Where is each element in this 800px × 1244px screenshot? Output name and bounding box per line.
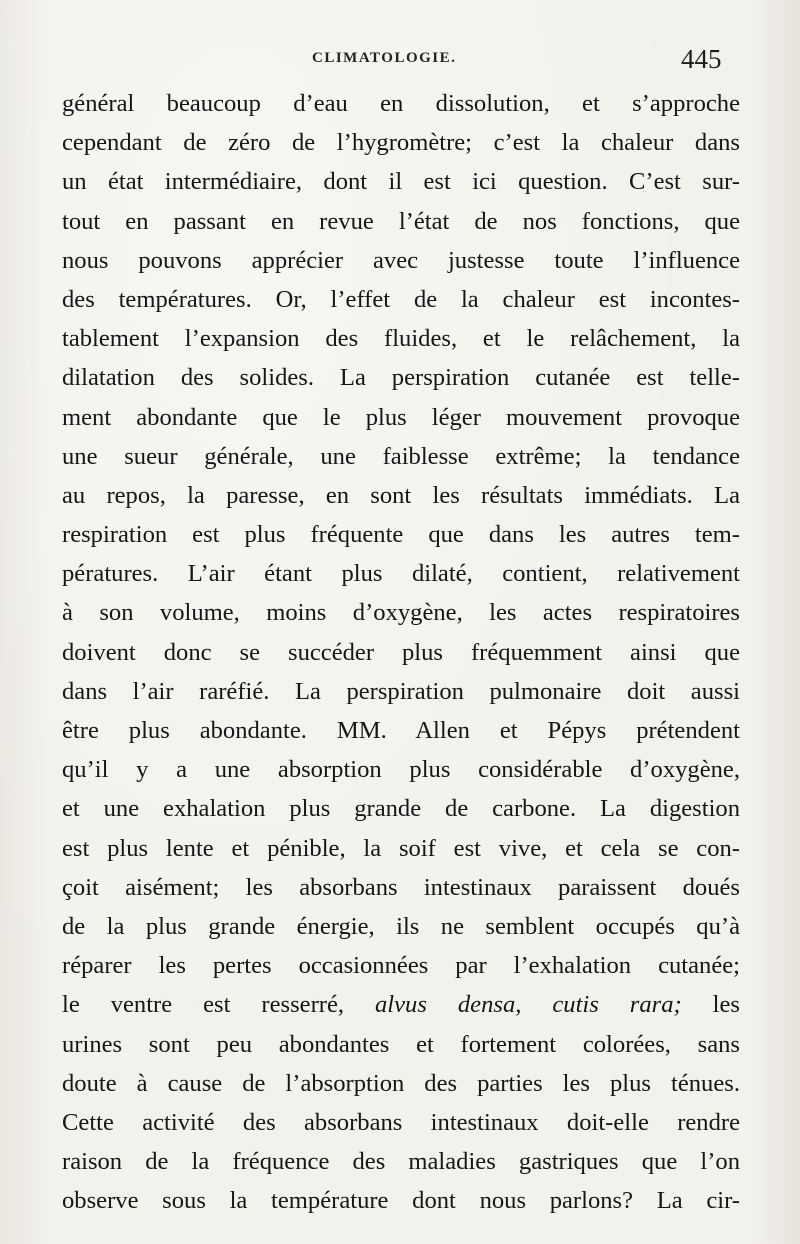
- line-tail: les: [681, 991, 740, 1019]
- text-line: urines sont peu abondantes et fortement colorées, sans: [62, 1030, 740, 1058]
- line-head: le ventre est resserré,: [62, 991, 375, 1019]
- running-title: CLIMATOLOGIE.: [312, 50, 457, 66]
- text-line: une sueur générale, une faiblesse extrême; la tendance: [62, 442, 740, 470]
- text-line: des températures. Or, l’effet de la chaleur est incontes-: [62, 285, 740, 313]
- text-line: raison de la fréquence des maladies gastriques que l’on: [62, 1148, 740, 1176]
- text-line: à son volume, moins d’oxygène, les actes respiratoires: [62, 599, 740, 627]
- body-text: [62, 84, 740, 1220]
- text-line: ment abondante que le plus léger mouvement provoque: [62, 403, 740, 431]
- text-line: respiration est plus fréquente que dans les autres tem-: [62, 521, 740, 549]
- text-line: général beaucoup d’eau en dissolution, et s’approche: [62, 90, 740, 117]
- text-line: au repos, la paresse, en sont les résultats immédiats. La: [62, 481, 740, 509]
- text-line: observe sous la température dont nous parlons? La cir-: [62, 1187, 740, 1215]
- text-line: dilatation des solides. La perspiration cutanée est telle-: [62, 364, 740, 392]
- text-line: et une exhalation plus grande de carbone. La digestion: [62, 795, 740, 823]
- text-line: de la plus grande énergie, ils ne semblent occupés qu’à: [62, 912, 740, 940]
- text-line: Cette activité des absorbans intestinaux doit-elle rendre: [62, 1108, 740, 1136]
- text-line: doivent donc se succéder plus fréquemment ainsi que: [62, 638, 740, 666]
- running-head: [0, 46, 800, 76]
- text-line: doute à cause de l’absorption des parties les plus ténues.: [62, 1069, 740, 1097]
- text-line: qu’il y a une absorption plus considérable d’oxygène,: [62, 756, 740, 784]
- text-line: un état intermédiaire, dont il est ici question. C’est sur-: [62, 168, 740, 196]
- text-line-with-italic: [62, 985, 740, 1024]
- text-line: tablement l’expansion des fluides, et le relâchement, la: [62, 325, 740, 353]
- text-line: cependant de zéro de l’hygromètre; c’est la chaleur dans: [62, 129, 740, 157]
- latin-phrase: alvus densa, cutis rara;: [375, 991, 682, 1019]
- text-line: réparer les pertes occasionnées par l’exhalation cutanée;: [62, 952, 740, 980]
- text-line: être plus abondante. MM. Allen et Pépys prétendent: [62, 717, 740, 744]
- text-line: nous pouvons apprécier avec justesse toute l’influence: [62, 246, 740, 274]
- text-line: dans l’air raréfié. La perspiration pulmonaire doit aussi: [62, 677, 740, 705]
- page-number: 445: [681, 44, 722, 74]
- text-line: tout en passant en revue l’état de nos fonctions, que: [62, 207, 740, 235]
- text-line: çoit aisément; les absorbans intestinaux paraissent doués: [62, 873, 740, 901]
- text-line: est plus lente et pénible, la soif est vive, et cela se con-: [62, 834, 740, 862]
- text-line: pératures. L’air étant plus dilaté, contient, relativement: [62, 560, 740, 588]
